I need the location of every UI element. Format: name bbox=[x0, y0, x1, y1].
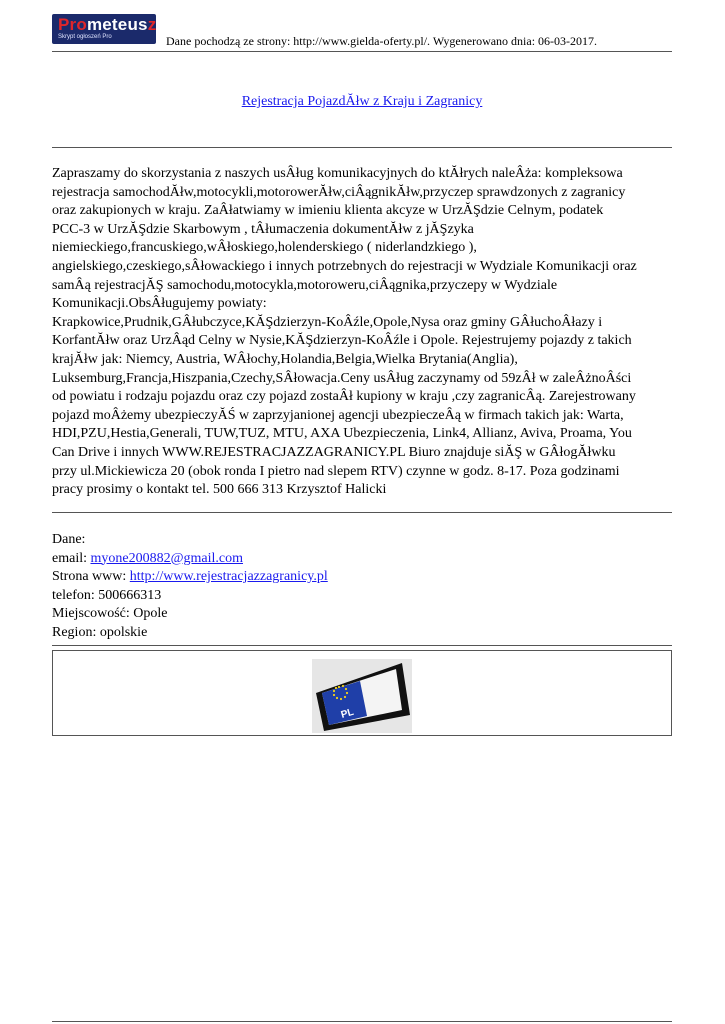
phone-value: 500666313 bbox=[98, 587, 162, 603]
page-title bbox=[52, 94, 672, 110]
description-divider bbox=[52, 512, 672, 513]
license-plate-image[interactable] bbox=[312, 659, 412, 733]
header-divider bbox=[52, 51, 672, 52]
region-value: opolskie bbox=[99, 624, 148, 640]
listing-title-link[interactable]: Rejestracja PojazdĂłw z Kraju i Zagranicy bbox=[241, 94, 483, 109]
email-row: email: myone200882@gmail.com bbox=[52, 550, 243, 566]
contact-heading: Dane: bbox=[52, 532, 86, 547]
logo-tagline: Skrypt ogłoszeń Pro bbox=[58, 34, 112, 40]
contact-divider bbox=[52, 645, 672, 646]
contact-info bbox=[52, 531, 672, 643]
website-link[interactable]: http://www.rejestracjazzagranicy.pl bbox=[129, 569, 328, 585]
source-info: Dane pochodzą ze strony: http://www.gielda-oferty.pl/. Wygenerowano dnia: 06-03-2017. bbox=[166, 34, 598, 48]
listing-description: Zapraszamy do skorzystania z naszych usÂług komunikacyjnych do ktĂłrych naleÂża: kompleksowa rejestracja samochodĂłw,motocykli,motorowerĂłw,ciÂągnikĂłw,przyczep sprawdzonych z zagranicy oraz zakupionych w kraju. ZaÂłatwiamy w imieniu klienta akcyze w UrzĂŞdzie Celnym, podatek PCC-3 w UrzĂŞdzie Skarbowym , tÂłumaczenia dokumentĂłw z jĂŞzyka niemieckiego,francuskiego,wÂłoskiego,holenderskiego ( niderlandzkiego ), angielskiego,czeskiego,sÂłowackiego i innych potrzebnych do rejestracji w Wydziale Komunikacji oraz samÂą rejestracjĂŞ samochodu,motocykla,motoroweru,ciÂągnika,przyczepy w Wydziale Komunikacji.ObsÂługujemy powiaty: Krapkowice,Prudnik,GÂłubczyce,KĂŞdzierzyn-KoÂźle,Opole,Nysa oraz gminy GÂłuchoÂłazy i KorfantĂłw oraz UrzÂąd Celny w Nysie,KĂŞdzierzyn-KoÂźle i Opole. Rejestrujemy pojazdy z takich krajĂłw jak: Niemcy, Austria, WÂłochy,Holandia,Belgia,Wielka Brytania(Anglia), Luksemburg,Francja,Hiszpania,Czechy,SÂłowacja.Ceny usÂług zaczynamy od 59zÂł w zaleÂżnoÂści od powiatu i rodzaju pojazdu oraz czy pojazd zostaÂł kupiony w kraju ,czy zagranicÂą. Zarejestrowany pojazd moÂżemy ubezpieczyĂŚ w zaprzyjanionej agencji ubezpieczeÂą w firmach takich jak: Warta, HDI,PZU,Hestia,Generali, TUW,TUZ, MTU, AXA Ubezpieczenia, Link4, Allianz, Aviva, Proama, You Can Drive i innych WWW.REJESTRACJAZZAGRANICY.PL Biuro znajduje siĂŞ w GÂłogĂłwku przy ul.Mickiewicza 20 (obok ronda I pietro nad slepem RTV) czynne w godz. 8-17. Poza godzinami pracy prosimy o kontakt tel. 500 666 313 Krzysztof Halicki bbox=[52, 166, 637, 498]
region-row: Region: opolskie bbox=[52, 624, 148, 640]
phone-row: telefon: 500666313 bbox=[52, 587, 162, 603]
title-divider bbox=[52, 147, 672, 148]
email-link[interactable]: myone200882@gmail.com bbox=[90, 550, 243, 566]
footer-divider bbox=[52, 1021, 672, 1022]
logo-wordmark: Prometeusz bbox=[58, 15, 156, 34]
city-row: Miejscowość: Opole bbox=[52, 606, 168, 622]
website-row: Strona www: http://www.rejestracjazzagranicy.pl bbox=[52, 569, 328, 585]
city-value: Opole bbox=[133, 606, 168, 622]
plate-country-code: PL bbox=[339, 706, 356, 721]
site-logo[interactable] bbox=[52, 14, 156, 44]
